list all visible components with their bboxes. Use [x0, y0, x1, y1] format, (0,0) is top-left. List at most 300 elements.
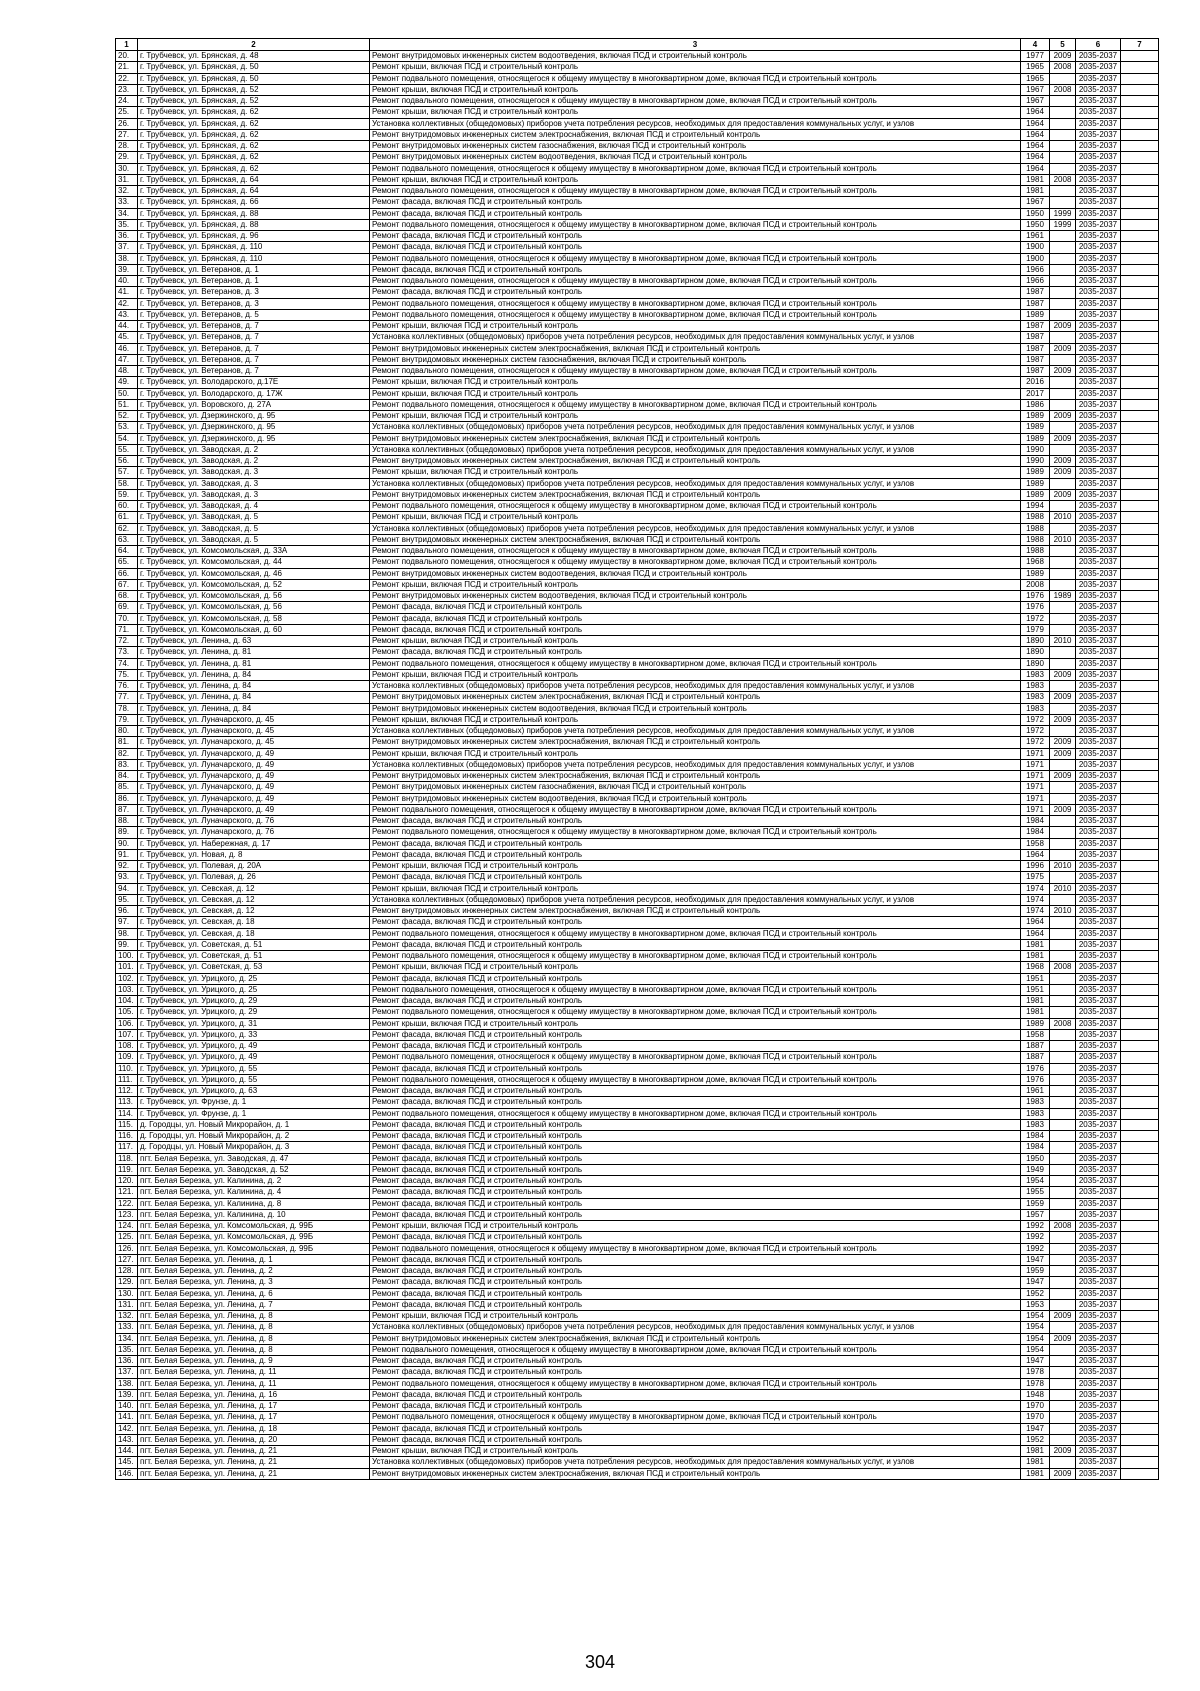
address-cell: г. Трубчевск, ул. Брянская, д. 62 — [138, 141, 370, 152]
work-type-cell: Ремонт фасада, включая ПСД и строительный контроль — [370, 849, 1021, 860]
extra-cell — [1121, 163, 1159, 174]
row-number-cell: 43. — [116, 309, 138, 320]
year-last-repair-cell — [1050, 118, 1076, 129]
year-last-repair-cell: 2009 — [1050, 1333, 1076, 1344]
year-last-repair-cell — [1050, 1266, 1076, 1277]
year-built-cell: 1957 — [1021, 1209, 1050, 1220]
year-last-repair-cell — [1050, 973, 1076, 984]
table-row — [116, 118, 1159, 129]
year-last-repair-cell: 2009 — [1050, 51, 1076, 62]
extra-cell — [1121, 84, 1159, 95]
table-row — [116, 1052, 1159, 1063]
year-last-repair-cell — [1050, 579, 1076, 590]
work-type-cell: Установка коллективных (общедомовых) приборов учета потребления ресурсов, необходимых для предоставления коммунальных услуг, и узлов — [370, 444, 1021, 455]
work-type-cell: Ремонт фасада, включая ПСД и строительный контроль — [370, 1063, 1021, 1074]
planned-period-cell: 2035-2037 — [1076, 1446, 1121, 1457]
work-type-cell: Ремонт подвального помещения, относящегося к общему имуществу в многоквартирном доме, включая ПСД и строительный контроль — [370, 546, 1021, 557]
extra-cell — [1121, 1198, 1159, 1209]
table-row — [116, 692, 1159, 703]
extra-cell — [1121, 231, 1159, 242]
year-built-cell: 1983 — [1021, 681, 1050, 692]
row-number-cell: 99. — [116, 939, 138, 950]
planned-period-cell: 2035-2037 — [1076, 163, 1121, 174]
extra-cell — [1121, 152, 1159, 163]
year-last-repair-cell — [1050, 1041, 1076, 1052]
table-row — [116, 1221, 1159, 1232]
table-row — [116, 1266, 1159, 1277]
work-type-cell: Ремонт фасада, включая ПСД и строительный контроль — [370, 1119, 1021, 1130]
row-number-cell: 91. — [116, 849, 138, 860]
address-cell: пгт. Белая Березка, ул. Ленина, д. 6 — [138, 1288, 370, 1299]
planned-period-cell: 2035-2037 — [1076, 354, 1121, 365]
planned-period-cell: 2035-2037 — [1076, 1221, 1121, 1232]
planned-period-cell: 2035-2037 — [1076, 253, 1121, 264]
extra-cell — [1121, 1131, 1159, 1142]
table-header-row — [116, 39, 1159, 51]
work-type-cell: Ремонт фасада, включая ПСД и строительный контроль — [370, 1254, 1021, 1265]
year-built-cell: 2008 — [1021, 579, 1050, 590]
address-cell: пгт. Белая Березка, ул. Ленина, д. 8 — [138, 1333, 370, 1344]
address-cell: пгт. Белая Березка, ул. Ленина, д. 20 — [138, 1434, 370, 1445]
work-type-cell: Ремонт внутридомовых инженерных систем электроснабжения, включая ПСД и строительный контроль — [370, 1333, 1021, 1344]
work-type-cell: Ремонт внутридомовых инженерных систем электроснабжения, включая ПСД и строительный контроль — [370, 433, 1021, 444]
year-last-repair-cell — [1050, 1299, 1076, 1310]
work-type-cell: Ремонт подвального помещения, относящегося к общему имуществу в многоквартирном доме, включая ПСД и строительный контроль — [370, 984, 1021, 995]
table-row — [116, 96, 1159, 107]
extra-cell — [1121, 298, 1159, 309]
work-type-cell: Ремонт крыши, включая ПСД и строительный контроль — [370, 84, 1021, 95]
table-row — [116, 231, 1159, 242]
row-number-cell: 106. — [116, 1018, 138, 1029]
year-last-repair-cell — [1050, 152, 1076, 163]
table-row — [116, 309, 1159, 320]
address-cell: г. Трубчевск, ул. Брянская, д. 50 — [138, 73, 370, 84]
extra-cell — [1121, 1153, 1159, 1164]
work-type-cell: Ремонт подвального помещения, относящегося к общему имуществу в многоквартирном доме, включая ПСД и строительный контроль — [370, 298, 1021, 309]
planned-period-cell: 2035-2037 — [1076, 962, 1121, 973]
year-last-repair-cell: 2009 — [1050, 343, 1076, 354]
year-built-cell: 1981 — [1021, 951, 1050, 962]
row-number-cell: 100. — [116, 951, 138, 962]
year-last-repair-cell — [1050, 658, 1076, 669]
year-last-repair-cell — [1050, 231, 1076, 242]
extra-cell — [1121, 557, 1159, 568]
year-last-repair-cell — [1050, 1344, 1076, 1355]
year-built-cell: 1976 — [1021, 1074, 1050, 1085]
year-last-repair-cell — [1050, 1254, 1076, 1265]
planned-period-cell: 2035-2037 — [1076, 388, 1121, 399]
year-last-repair-cell: 2009 — [1050, 456, 1076, 467]
row-number-cell: 64. — [116, 546, 138, 557]
planned-period-cell: 2035-2037 — [1076, 478, 1121, 489]
address-cell: г. Трубчевск, ул. Заводская, д. 3 — [138, 478, 370, 489]
year-built-cell: 1990 — [1021, 456, 1050, 467]
year-built-cell: 1948 — [1021, 1389, 1050, 1400]
table-row — [116, 1254, 1159, 1265]
year-last-repair-cell: 2009 — [1050, 714, 1076, 725]
year-built-cell: 1981 — [1021, 1468, 1050, 1479]
address-cell: пгт. Белая Березка, ул. Ленина, д. 11 — [138, 1367, 370, 1378]
table-row — [116, 591, 1159, 602]
year-last-repair-cell: 1999 — [1050, 208, 1076, 219]
year-last-repair-cell — [1050, 1288, 1076, 1299]
work-type-cell: Ремонт внутридомовых инженерных систем газоснабжения, включая ПСД и строительный контроль — [370, 141, 1021, 152]
extra-cell — [1121, 1412, 1159, 1423]
year-last-repair-cell: 2010 — [1050, 636, 1076, 647]
work-type-cell: Ремонт крыши, включая ПСД и строительный контроль — [370, 512, 1021, 523]
year-built-cell: 1954 — [1021, 1322, 1050, 1333]
extra-cell — [1121, 939, 1159, 950]
row-number-cell: 117. — [116, 1142, 138, 1153]
work-type-cell: Установка коллективных (общедомовых) приборов учета потребления ресурсов, необходимых для предоставления коммунальных услуг, и узлов — [370, 1457, 1021, 1468]
year-last-repair-cell — [1050, 827, 1076, 838]
address-cell: пгт. Белая Березка, ул. Калинина, д. 10 — [138, 1209, 370, 1220]
table-row — [116, 1322, 1159, 1333]
table-row — [116, 1446, 1159, 1457]
work-type-cell: Ремонт крыши, включая ПСД и строительный контроль — [370, 883, 1021, 894]
address-cell: г. Трубчевск, ул. Комсомольская, д. 33А — [138, 546, 370, 557]
address-cell: пгт. Белая Березка, ул. Ленина, д. 9 — [138, 1356, 370, 1367]
table-row — [116, 827, 1159, 838]
work-type-cell: Ремонт фасада, включая ПСД и строительный контроль — [370, 1041, 1021, 1052]
table-row — [116, 152, 1159, 163]
planned-period-cell: 2035-2037 — [1076, 1266, 1121, 1277]
work-type-cell: Ремонт внутридомовых инженерных систем электроснабжения, включая ПСД и строительный контроль — [370, 343, 1021, 354]
address-cell: г. Трубчевск, ул. Урицкого, д. 33 — [138, 1029, 370, 1040]
year-last-repair-cell — [1050, 1063, 1076, 1074]
table-row — [116, 478, 1159, 489]
extra-cell — [1121, 1322, 1159, 1333]
row-number-cell: 33. — [116, 197, 138, 208]
row-number-cell: 143. — [116, 1434, 138, 1445]
work-type-cell: Ремонт подвального помещения, относящегося к общему имуществу в многоквартирном доме, включая ПСД и строительный контроль — [370, 1378, 1021, 1389]
address-cell: пгт. Белая Березка, ул. Ленина, д. 21 — [138, 1457, 370, 1468]
planned-period-cell: 2035-2037 — [1076, 748, 1121, 759]
work-type-cell: Ремонт внутридомовых инженерных систем водоотведения, включая ПСД и строительный контроль — [370, 51, 1021, 62]
extra-cell — [1121, 737, 1159, 748]
year-built-cell: 1972 — [1021, 726, 1050, 737]
year-built-cell: 1987 — [1021, 343, 1050, 354]
address-cell: г. Трубчевск, ул. Заводская, д. 5 — [138, 534, 370, 545]
extra-cell — [1121, 996, 1159, 1007]
row-number-cell: 39. — [116, 264, 138, 275]
work-type-cell: Установка коллективных (общедомовых) приборов учета потребления ресурсов, необходимых для предоставления коммунальных услуг, и узлов — [370, 726, 1021, 737]
page-number: 304 — [584, 1652, 616, 1672]
work-type-cell: Ремонт крыши, включая ПСД и строительный контроль — [370, 321, 1021, 332]
extra-cell — [1121, 512, 1159, 523]
table-row — [116, 703, 1159, 714]
year-built-cell: 1964 — [1021, 107, 1050, 118]
planned-period-cell: 2035-2037 — [1076, 1344, 1121, 1355]
table-row — [116, 1311, 1159, 1322]
extra-cell — [1121, 444, 1159, 455]
planned-period-cell: 2035-2037 — [1076, 557, 1121, 568]
address-cell: пгт. Белая Березка, ул. Ленина, д. 11 — [138, 1378, 370, 1389]
row-number-cell: 135. — [116, 1344, 138, 1355]
year-built-cell: 1987 — [1021, 366, 1050, 377]
year-built-cell: 1974 — [1021, 894, 1050, 905]
table-row — [116, 399, 1159, 410]
work-type-cell: Ремонт крыши, включая ПСД и строительный контроль — [370, 174, 1021, 185]
year-last-repair-cell — [1050, 377, 1076, 388]
year-built-cell: 1983 — [1021, 669, 1050, 680]
year-last-repair-cell — [1050, 523, 1076, 534]
table-row — [116, 647, 1159, 658]
address-cell: г. Трубчевск, ул. Брянская, д. 96 — [138, 231, 370, 242]
table-row — [116, 546, 1159, 557]
work-type-cell: Ремонт фасада, включая ПСД и строительный контроль — [370, 1288, 1021, 1299]
extra-cell — [1121, 141, 1159, 152]
year-built-cell: 1971 — [1021, 804, 1050, 815]
extra-cell — [1121, 838, 1159, 849]
year-last-repair-cell — [1050, 1153, 1076, 1164]
work-type-cell: Ремонт фасада, включая ПСД и строительный контроль — [370, 1434, 1021, 1445]
year-last-repair-cell: 2010 — [1050, 861, 1076, 872]
work-type-cell: Ремонт фасада, включая ПСД и строительный контроль — [370, 1266, 1021, 1277]
planned-period-cell: 2035-2037 — [1076, 883, 1121, 894]
address-cell: д. Городцы, ул. Новый Микрорайон, д. 3 — [138, 1142, 370, 1153]
year-last-repair-cell — [1050, 332, 1076, 343]
address-cell: г. Трубчевск, ул. Ветеранов, д. 3 — [138, 298, 370, 309]
table-row — [116, 467, 1159, 478]
work-type-cell: Ремонт подвального помещения, относящегося к общему имуществу в многоквартирном доме, включая ПСД и строительный контроль — [370, 1344, 1021, 1355]
extra-cell — [1121, 129, 1159, 140]
address-cell: г. Трубчевск, ул. Советская, д. 51 — [138, 939, 370, 950]
year-built-cell: 1890 — [1021, 636, 1050, 647]
extra-cell — [1121, 546, 1159, 557]
table-row — [116, 186, 1159, 197]
year-built-cell: 1983 — [1021, 1119, 1050, 1130]
year-last-repair-cell — [1050, 141, 1076, 152]
planned-period-cell: 2035-2037 — [1076, 1198, 1121, 1209]
work-type-cell: Ремонт внутридомовых инженерных систем электроснабжения, включая ПСД и строительный контроль — [370, 534, 1021, 545]
work-type-cell: Ремонт подвального помещения, относящегося к общему имуществу в многоквартирном доме, включая ПСД и строительный контроль — [370, 1412, 1021, 1423]
year-last-repair-cell — [1050, 1367, 1076, 1378]
extra-cell — [1121, 399, 1159, 410]
table-row — [116, 129, 1159, 140]
year-last-repair-cell — [1050, 186, 1076, 197]
year-last-repair-cell: 2009 — [1050, 804, 1076, 815]
extra-cell — [1121, 714, 1159, 725]
planned-period-cell: 2035-2037 — [1076, 872, 1121, 883]
extra-cell — [1121, 1052, 1159, 1063]
year-last-repair-cell — [1050, 73, 1076, 84]
header-col-1: 1 — [116, 39, 138, 51]
work-type-cell: Ремонт фасада, включая ПСД и строительный контроль — [370, 208, 1021, 219]
table-row — [116, 422, 1159, 433]
row-number-cell: 83. — [116, 759, 138, 770]
year-built-cell: 1954 — [1021, 1333, 1050, 1344]
extra-cell — [1121, 287, 1159, 298]
work-type-cell: Ремонт внутридомовых инженерных систем электроснабжения, включая ПСД и строительный контроль — [370, 737, 1021, 748]
planned-period-cell: 2035-2037 — [1076, 771, 1121, 782]
table-row — [116, 1176, 1159, 1187]
repair-schedule-table — [115, 38, 1159, 1480]
year-built-cell: 1887 — [1021, 1041, 1050, 1052]
table-row — [116, 1164, 1159, 1175]
planned-period-cell: 2035-2037 — [1076, 1333, 1121, 1344]
row-number-cell: 27. — [116, 129, 138, 140]
row-number-cell: 78. — [116, 703, 138, 714]
year-last-repair-cell — [1050, 894, 1076, 905]
work-type-cell: Ремонт подвального помещения, относящегося к общему имуществу в многоквартирном доме, включая ПСД и строительный контроль — [370, 163, 1021, 174]
address-cell: г. Трубчевск, ул. Урицкого, д. 25 — [138, 973, 370, 984]
address-cell: г. Трубчевск, ул. Полевая, д. 20А — [138, 861, 370, 872]
row-number-cell: 79. — [116, 714, 138, 725]
work-type-cell: Ремонт фасада, включая ПСД и строительный контроль — [370, 1142, 1021, 1153]
planned-period-cell: 2035-2037 — [1076, 242, 1121, 253]
year-built-cell: 1890 — [1021, 647, 1050, 658]
planned-period-cell: 2035-2037 — [1076, 523, 1121, 534]
year-built-cell: 1966 — [1021, 264, 1050, 275]
header-col-6: 6 — [1076, 39, 1121, 51]
year-last-repair-cell — [1050, 816, 1076, 827]
year-last-repair-cell — [1050, 1074, 1076, 1085]
extra-cell — [1121, 1389, 1159, 1400]
address-cell: г. Трубчевск, ул. Урицкого, д. 49 — [138, 1052, 370, 1063]
year-built-cell: 1981 — [1021, 996, 1050, 1007]
table-row — [116, 714, 1159, 725]
extra-cell — [1121, 354, 1159, 365]
year-last-repair-cell — [1050, 264, 1076, 275]
row-number-cell: 98. — [116, 928, 138, 939]
work-type-cell: Ремонт фасада, включая ПСД и строительный контроль — [370, 838, 1021, 849]
table-row — [116, 1119, 1159, 1130]
extra-cell — [1121, 197, 1159, 208]
address-cell: пгт. Белая Березка, ул. Комсомольская, д. 99Б — [138, 1243, 370, 1254]
address-cell: г. Трубчевск, ул. Фрунзе, д. 1 — [138, 1108, 370, 1119]
work-type-cell: Ремонт подвального помещения, относящегося к общему имуществу в многоквартирном доме, включая ПСД и строительный контроль — [370, 1243, 1021, 1254]
address-cell: г. Трубчевск, ул. Ленина, д. 84 — [138, 692, 370, 703]
row-number-cell: 137. — [116, 1367, 138, 1378]
planned-period-cell: 2035-2037 — [1076, 1423, 1121, 1434]
row-number-cell: 66. — [116, 568, 138, 579]
table-row — [116, 1041, 1159, 1052]
row-number-cell: 49. — [116, 377, 138, 388]
extra-cell — [1121, 1356, 1159, 1367]
address-cell: г. Трубчевск, ул. Урицкого, д. 55 — [138, 1063, 370, 1074]
year-built-cell: 1949 — [1021, 1164, 1050, 1175]
year-last-repair-cell — [1050, 703, 1076, 714]
table-row — [116, 849, 1159, 860]
row-number-cell: 75. — [116, 669, 138, 680]
year-last-repair-cell — [1050, 107, 1076, 118]
row-number-cell: 97. — [116, 917, 138, 928]
table-row — [116, 1187, 1159, 1198]
row-number-cell: 110. — [116, 1063, 138, 1074]
extra-cell — [1121, 771, 1159, 782]
extra-cell — [1121, 332, 1159, 343]
year-last-repair-cell — [1050, 1176, 1076, 1187]
table-row — [116, 861, 1159, 872]
year-built-cell: 1990 — [1021, 444, 1050, 455]
table-row — [116, 1074, 1159, 1085]
row-number-cell: 51. — [116, 399, 138, 410]
address-cell: пгт. Белая Березка, ул. Ленина, д. 8 — [138, 1311, 370, 1322]
work-type-cell: Ремонт внутридомовых инженерных систем электроснабжения, включая ПСД и строительный контроль — [370, 489, 1021, 500]
table-row — [116, 726, 1159, 737]
work-type-cell: Ремонт фасада, включая ПСД и строительный контроль — [370, 1097, 1021, 1108]
table-row — [116, 388, 1159, 399]
table-row — [116, 894, 1159, 905]
planned-period-cell: 2035-2037 — [1076, 647, 1121, 658]
extra-cell — [1121, 1187, 1159, 1198]
extra-cell — [1121, 1311, 1159, 1322]
table-row — [116, 1356, 1159, 1367]
row-number-cell: 123. — [116, 1209, 138, 1220]
year-last-repair-cell — [1050, 1142, 1076, 1153]
row-number-cell: 126. — [116, 1243, 138, 1254]
table-row — [116, 1277, 1159, 1288]
address-cell: пгт. Белая Березка, ул. Ленина, д. 16 — [138, 1389, 370, 1400]
address-cell: г. Трубчевск, ул. Луначарского, д. 45 — [138, 726, 370, 737]
work-type-cell: Ремонт фасада, включая ПСД и строительный контроль — [370, 1209, 1021, 1220]
planned-period-cell: 2035-2037 — [1076, 512, 1121, 523]
address-cell: пгт. Белая Березка, ул. Заводская, д. 52 — [138, 1164, 370, 1175]
year-last-repair-cell — [1050, 557, 1076, 568]
extra-cell — [1121, 928, 1159, 939]
extra-cell — [1121, 1446, 1159, 1457]
work-type-cell: Ремонт внутридомовых инженерных систем газоснабжения, включая ПСД и строительный контроль — [370, 354, 1021, 365]
work-type-cell: Ремонт фасада, включая ПСД и строительный контроль — [370, 1086, 1021, 1097]
work-type-cell: Ремонт внутридомовых инженерных систем водоотведения, включая ПСД и строительный контроль — [370, 591, 1021, 602]
extra-cell — [1121, 973, 1159, 984]
row-number-cell: 61. — [116, 512, 138, 523]
year-built-cell: 1979 — [1021, 624, 1050, 635]
table-row — [116, 669, 1159, 680]
address-cell: г. Трубчевск, ул. Урицкого, д. 29 — [138, 1007, 370, 1018]
extra-cell — [1121, 343, 1159, 354]
year-built-cell: 1950 — [1021, 219, 1050, 230]
planned-period-cell: 2035-2037 — [1076, 816, 1121, 827]
year-built-cell: 1989 — [1021, 309, 1050, 320]
planned-period-cell: 2035-2037 — [1076, 377, 1121, 388]
year-built-cell: 1965 — [1021, 73, 1050, 84]
extra-cell — [1121, 849, 1159, 860]
table-row — [116, 242, 1159, 253]
year-last-repair-cell — [1050, 1086, 1076, 1097]
year-last-repair-cell — [1050, 501, 1076, 512]
extra-cell — [1121, 1097, 1159, 1108]
row-number-cell: 96. — [116, 906, 138, 917]
row-number-cell: 103. — [116, 984, 138, 995]
row-number-cell: 85. — [116, 782, 138, 793]
table-row — [116, 287, 1159, 298]
extra-cell — [1121, 186, 1159, 197]
table-row — [116, 906, 1159, 917]
extra-cell — [1121, 624, 1159, 635]
year-last-repair-cell: 2010 — [1050, 534, 1076, 545]
row-number-cell: 74. — [116, 658, 138, 669]
extra-cell — [1121, 568, 1159, 579]
planned-period-cell: 2035-2037 — [1076, 984, 1121, 995]
extra-cell — [1121, 422, 1159, 433]
row-number-cell: 40. — [116, 276, 138, 287]
extra-cell — [1121, 1007, 1159, 1018]
table-row — [116, 264, 1159, 275]
row-number-cell: 77. — [116, 692, 138, 703]
table-row — [116, 1344, 1159, 1355]
address-cell: пгт. Белая Березка, ул. Ленина, д. 18 — [138, 1423, 370, 1434]
planned-period-cell: 2035-2037 — [1076, 309, 1121, 320]
row-number-cell: 62. — [116, 523, 138, 534]
planned-period-cell: 2035-2037 — [1076, 186, 1121, 197]
address-cell: г. Трубчевск, ул. Севская, д. 18 — [138, 928, 370, 939]
extra-cell — [1121, 1018, 1159, 1029]
row-number-cell: 90. — [116, 838, 138, 849]
planned-period-cell: 2035-2037 — [1076, 636, 1121, 647]
address-cell: г. Трубчевск, ул. Брянская, д. 88 — [138, 219, 370, 230]
